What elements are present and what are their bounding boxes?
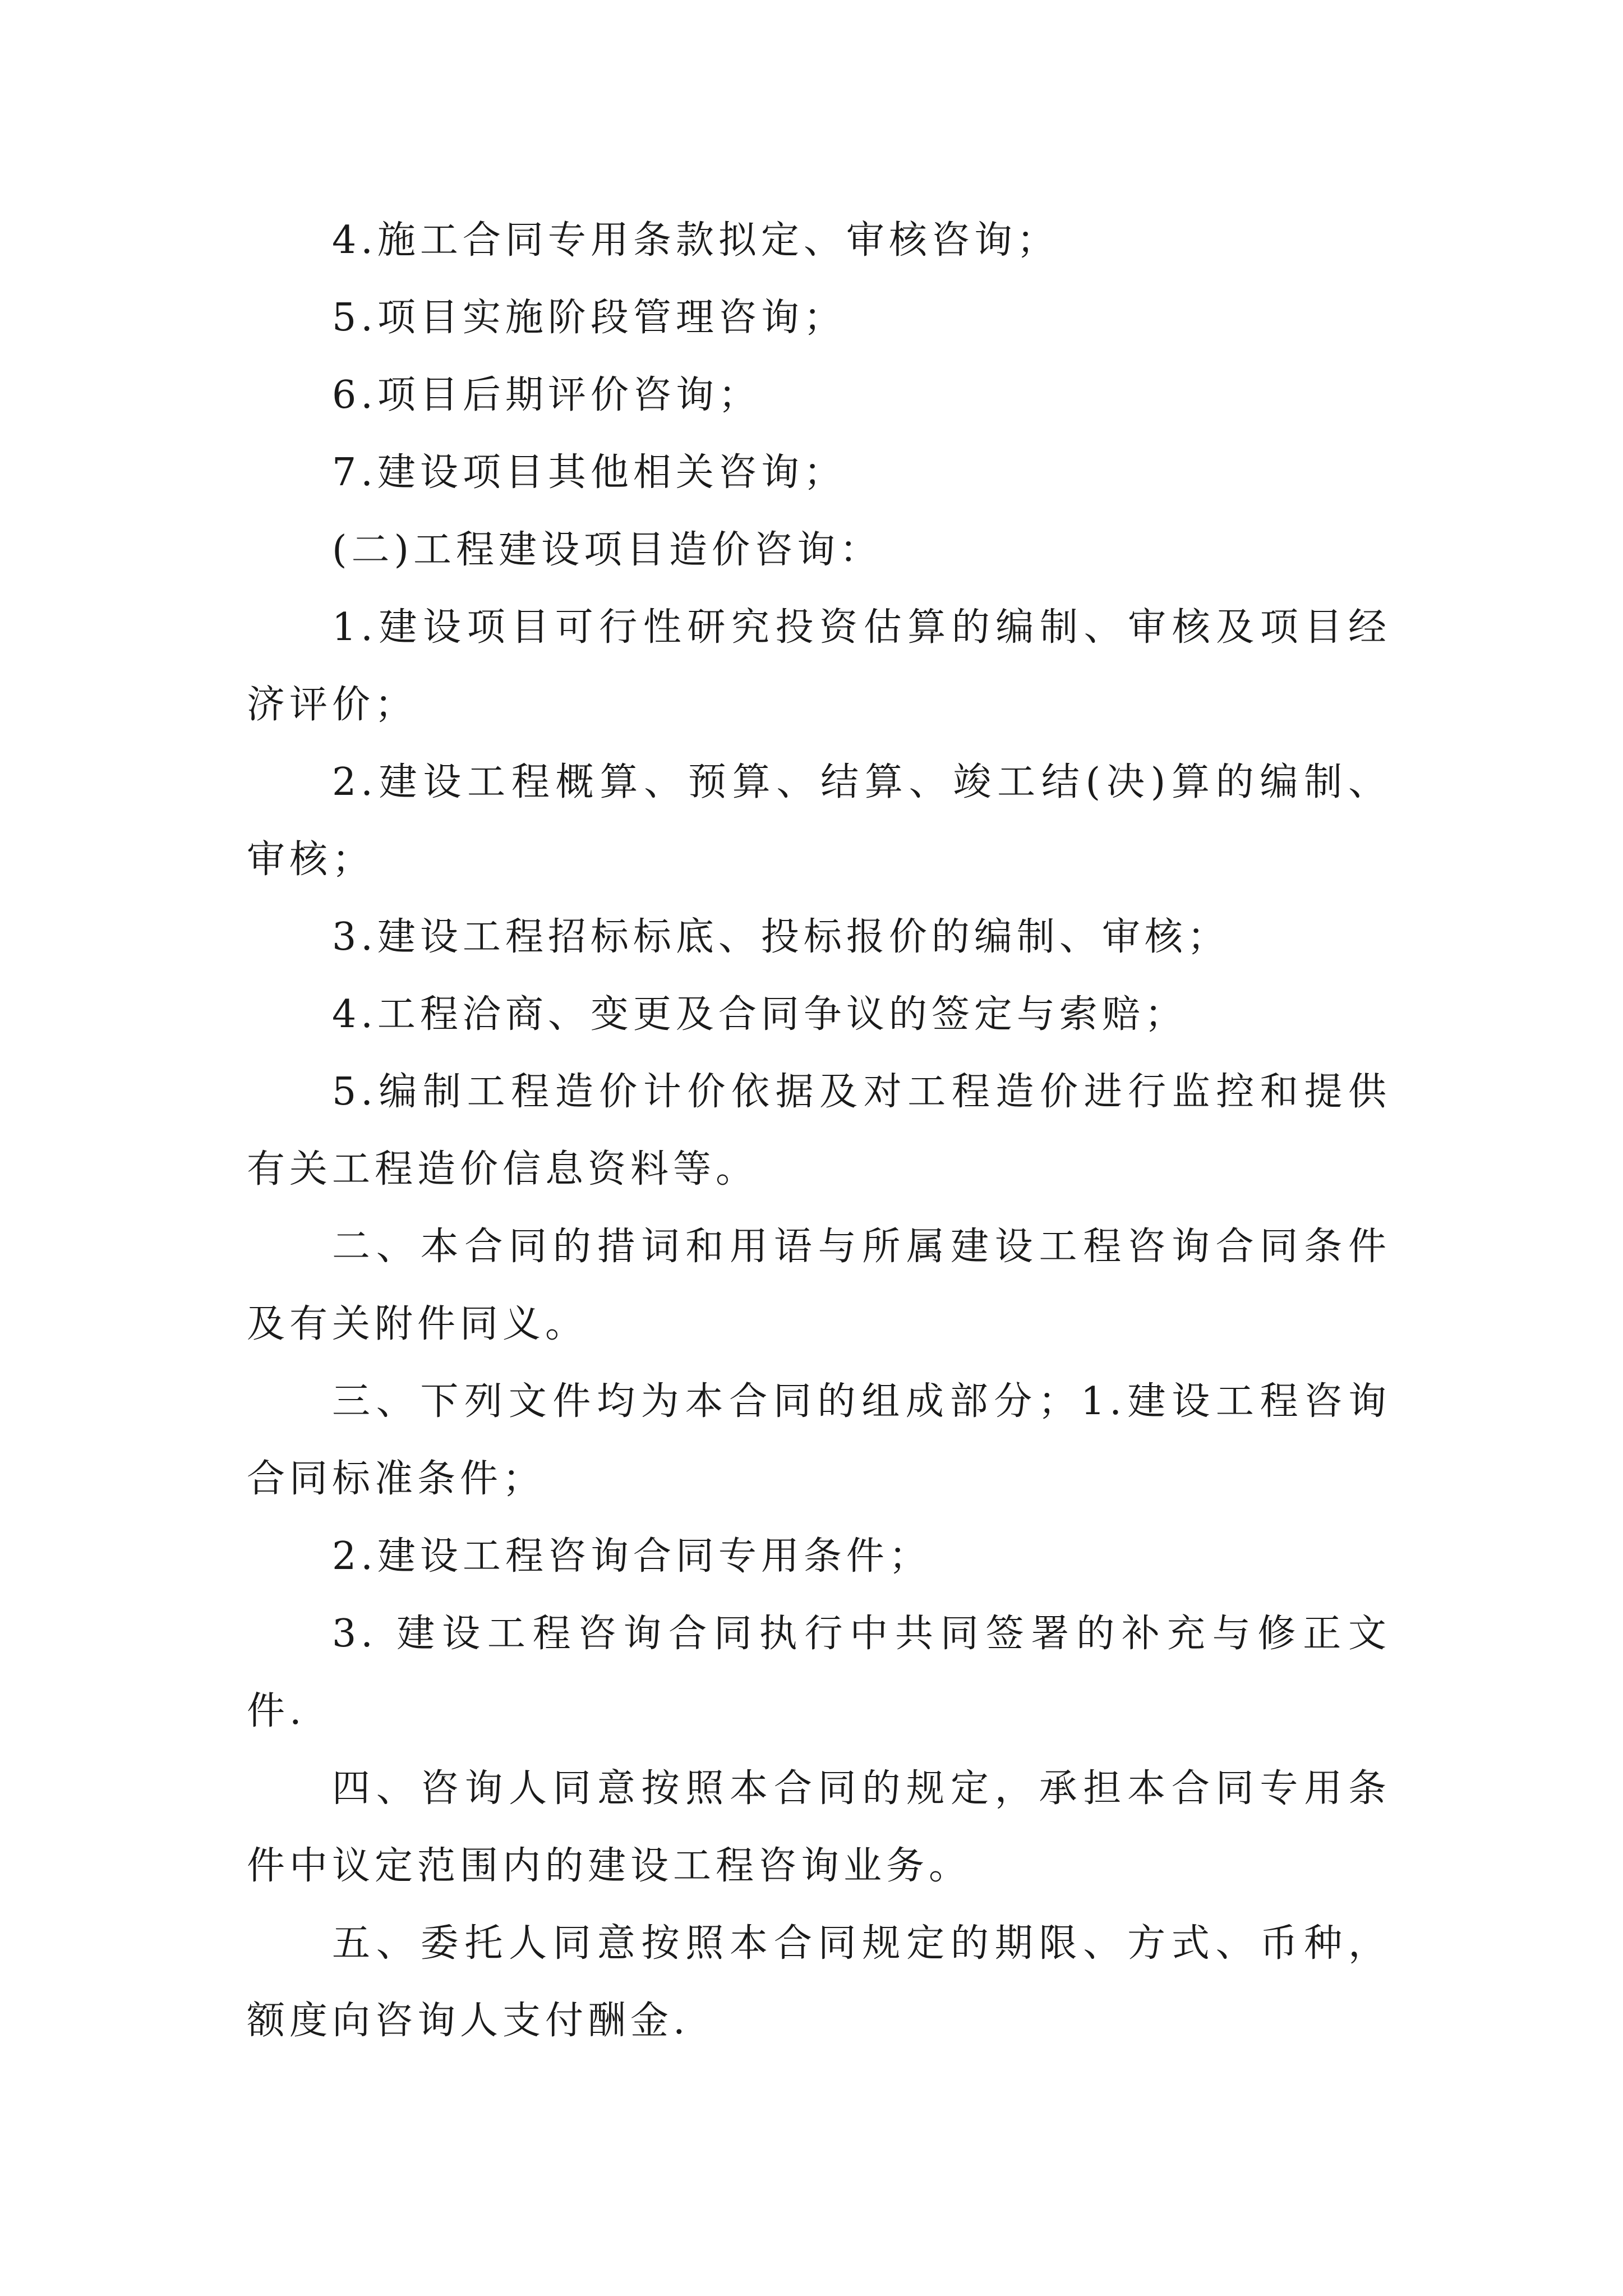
paragraph: 4.工程洽商、变更及合同争议的签定与索赔；	[332, 992, 1187, 1037]
paragraph: 5.项目实施阶段管理咨询；	[332, 296, 846, 340]
paragraph: 1.建设项目可行性研究投资估算的编制、审核及项目经济评价；	[247, 605, 1391, 727]
clause-three: 三、下列文件均为本合同的组成部分；1.建设工程咨询合同标准条件；	[247, 1379, 1391, 1501]
section-heading: (二)工程建设项目造价咨询：	[332, 528, 883, 572]
paragraph: 4.施工合同专用条款拟定、审核咨询；	[332, 218, 1059, 263]
paragraph: 7.建设项目其他相关咨询；	[332, 450, 846, 495]
clause-four: 四、咨询人同意按照本合同的规定，承担本合同专用条件中议定范围内的建设工程咨询业务。	[247, 1766, 1391, 1888]
document-body	[247, 202, 1391, 2060]
paragraph: 3. 建设工程咨询合同执行中共同签署的补充与修正文件.	[247, 1612, 1391, 1733]
paragraph: 6.项目后期评价咨询；	[332, 373, 761, 417]
clause-two: 二、本合同的措词和用语与所属建设工程咨询合同条件及有关附件同义。	[247, 1225, 1391, 1346]
paragraph: 2.建设工程概算、预算、结算、竣工结(决)算的编制、审核；	[247, 760, 1391, 882]
paragraph: 2.建设工程咨询合同专用条件；	[332, 1534, 932, 1579]
clause-five: 五、委托人同意按照本合同规定的期限、方式、币种，额度向咨询人支付酬金.	[247, 1921, 1391, 2043]
paragraph: 5.编制工程造价计价依据及对工程造价进行监控和提供有关工程造价信息资料等。	[247, 1070, 1391, 1191]
paragraph: 3.建设工程招标标底、投标报价的编制、审核；	[332, 915, 1230, 959]
